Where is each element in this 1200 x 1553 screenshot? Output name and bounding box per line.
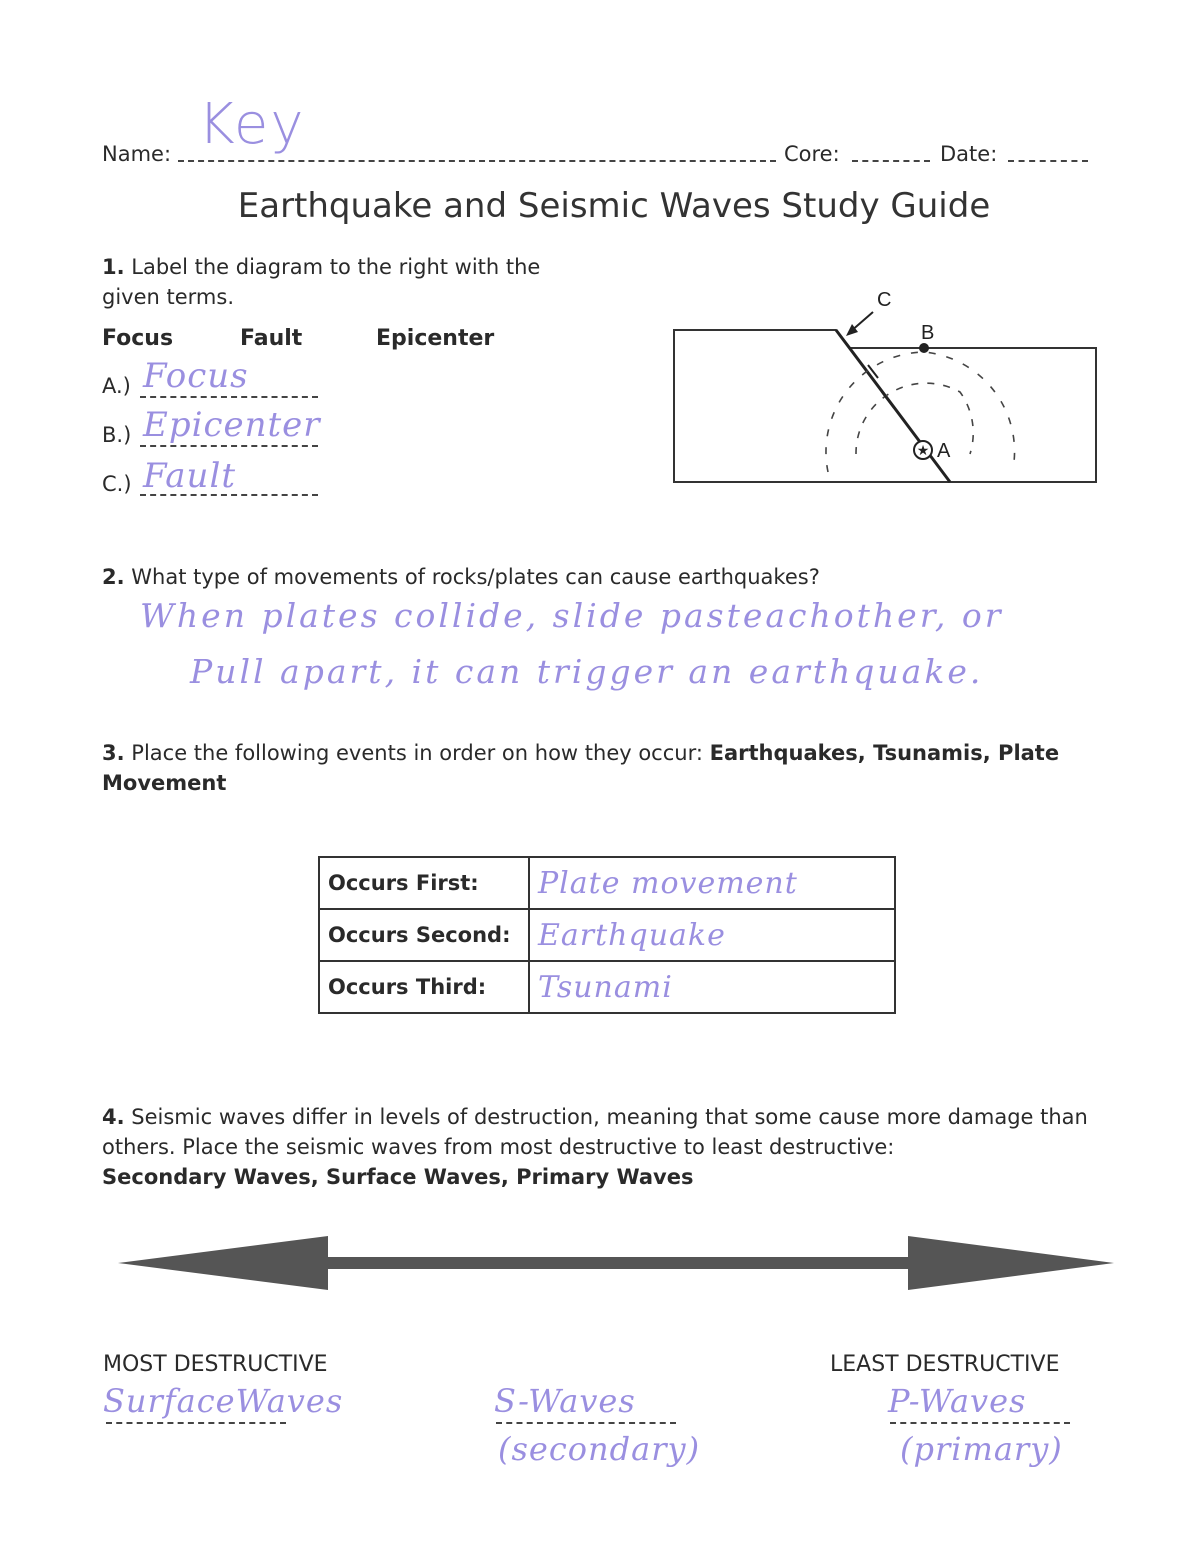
question-4-items: Secondary Waves, Surface Waves, Primary Waves: [102, 1165, 694, 1189]
question-1-prompt: Label the diagram to the right with the given terms.: [102, 255, 541, 309]
answer-a-value: Focus: [143, 356, 249, 396]
question-4-prompt: Seismic waves differ in levels of destruction, meaning that some cause more damage than others. Place the seismic waves from most destructive to least destructive:: [102, 1105, 1088, 1159]
answer-b-line[interactable]: [140, 445, 318, 447]
question-2-answer-line-2: Pull apart, it can trigger an earthquake.: [190, 652, 984, 691]
table-row: [319, 857, 895, 909]
question-3: [102, 738, 1112, 798]
date-label: Date:: [940, 142, 998, 166]
term-epicenter: Epicenter: [376, 326, 495, 351]
answer-a-line[interactable]: [140, 396, 318, 398]
question-4: [102, 1102, 1112, 1192]
row-label: Occurs Second:: [319, 909, 529, 961]
question-1: [102, 252, 602, 312]
table-row: [319, 961, 895, 1013]
question-3-number: 3.: [102, 741, 125, 765]
epicenter-dot: [919, 343, 929, 353]
arrow-shaft: [300, 1257, 930, 1269]
ground-surface: [674, 330, 1096, 482]
wave-front-inner: [856, 383, 973, 454]
row-answer[interactable]: Earthquake: [529, 909, 895, 961]
term-fault: Fault: [240, 326, 303, 351]
focus-star: ★: [916, 442, 930, 458]
ground-block: [674, 330, 1096, 482]
diagram-label-a: A: [937, 440, 951, 462]
question-3-items: Earthquakes, Tsunamis, Plate Movement: [102, 741, 1060, 795]
wave-answer-1-line[interactable]: [106, 1422, 286, 1424]
order-table: [318, 856, 896, 1014]
name-value: Key: [198, 92, 306, 157]
diagram-label-b: B: [921, 322, 935, 344]
question-1-number: 1.: [102, 255, 125, 279]
answer-a-label: A.): [102, 374, 131, 398]
row-answer[interactable]: Tsunami: [529, 961, 895, 1013]
core-label: Core:: [784, 142, 840, 166]
wave-answer-1: SurfaceWaves: [103, 1382, 344, 1420]
wave-answer-3-line[interactable]: [890, 1422, 1070, 1424]
double-arrow: [110, 1232, 1120, 1294]
page-title: Earthquake and Seismic Waves Study Guide: [237, 186, 991, 226]
earthquake-diagram: [660, 282, 1110, 497]
wave-answer-3-note: (primary): [900, 1430, 1063, 1468]
question-2-answer-line-1: When plates collide, slide pasteachother, or: [140, 596, 1004, 635]
question-3-prompt: Place the following events in order on how they occur:: [131, 741, 703, 765]
answer-b-value: Epicenter: [143, 405, 321, 445]
core-field-line[interactable]: [852, 160, 930, 162]
row-answer[interactable]: Plate movement: [529, 857, 895, 909]
wave-answer-3: P-Waves: [888, 1382, 1027, 1420]
wave-answer-2: S-Waves: [494, 1382, 636, 1420]
name-field-line[interactable]: [178, 160, 776, 162]
question-2-prompt: What type of movements of rocks/plates can cause earthquakes?: [131, 565, 820, 589]
surface-notch: [836, 322, 1098, 348]
least-destructive-label: LEAST DESTRUCTIVE: [830, 1352, 1060, 1377]
name-label: Name:: [102, 142, 172, 166]
answer-b-label: B.): [102, 423, 132, 447]
most-destructive-label: MOST DESTRUCTIVE: [103, 1352, 328, 1377]
answer-c-label: C.): [102, 472, 132, 496]
answer-c-value: Fault: [143, 456, 236, 496]
question-2: [102, 562, 820, 592]
arrow-head-right: [908, 1236, 1114, 1290]
date-field-line[interactable]: [1008, 160, 1088, 162]
arrow-head-left: [118, 1236, 328, 1290]
row-label: Occurs First:: [319, 857, 529, 909]
table-row: [319, 909, 895, 961]
question-2-number: 2.: [102, 565, 125, 589]
wave-answer-2-note: (secondary): [498, 1430, 701, 1468]
question-4-number: 4.: [102, 1105, 125, 1129]
diagram-label-c: C: [877, 289, 892, 311]
row-label: Occurs Third:: [319, 961, 529, 1013]
term-focus: Focus: [102, 326, 174, 351]
wave-answer-2-line[interactable]: [496, 1422, 676, 1424]
